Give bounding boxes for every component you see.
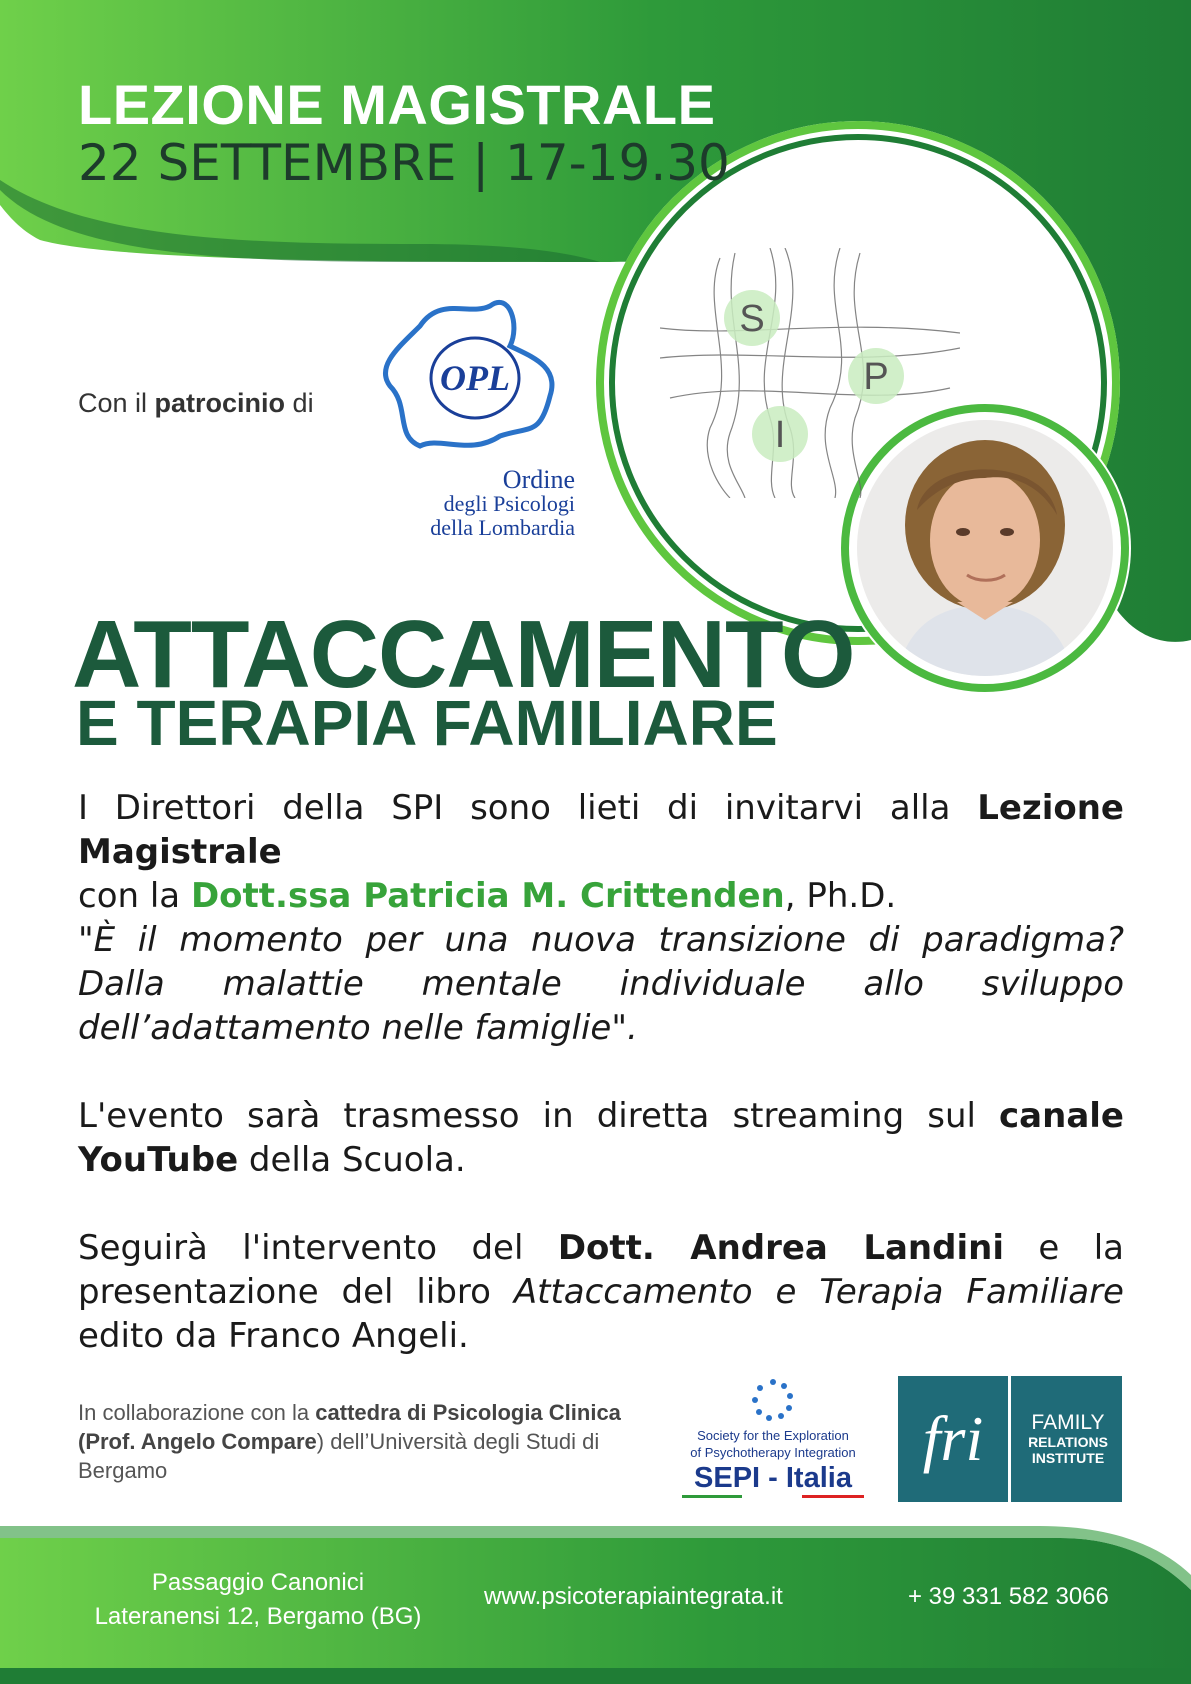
spi-letter-s: S: [739, 298, 765, 340]
intro-paragraph: I Direttori della SPI sono lieti di invitarvi alla Lezione Magistrale con la Dott.ssa Patricia M. Crittenden, Ph.D.: [78, 788, 1124, 916]
fri-logo: fri FAMILY RELATIONS INSTITUTE: [898, 1376, 1122, 1502]
collaboration-text: In collaborazione con la cattedra di Psicologia Clinica (Prof. Angelo Compare) dell’Università degli Studi di Bergamo: [78, 1400, 621, 1483]
footer-phone[interactable]: + 39 331 582 3066: [908, 1583, 1109, 1610]
opl-mark: OPL: [440, 358, 510, 398]
opl-logo-text: Ordine degli Psicologi della Lombardia: [430, 465, 575, 540]
patronage-label: Con il patrocinio di: [78, 388, 314, 418]
sepi-dots-icon: [751, 1378, 795, 1422]
quote-paragraph: "È il momento per una nuova transizione di paradigma? Dalla malattie mentale individuale allo sviluppo dell’adattamento nelle famiglie".: [78, 920, 1124, 1048]
opl-logo-icon: [380, 286, 575, 466]
footer-address: Passaggio Canonici Lateranensi 12, Bergamo (BG): [94, 1569, 422, 1630]
speaker-name: Dott.ssa Patricia M. Crittenden: [190, 876, 785, 916]
event-date: 22 SETTEMBRE | 17-19.30: [78, 134, 730, 192]
stream-paragraph: L'evento sarà trasmesso in diretta streaming sul canale YouTube della Scuola.: [78, 1096, 1124, 1180]
main-title-line2: E TERAPIA FAMILIARE: [76, 687, 778, 759]
main-title-line1: ATTACCAMENTO: [72, 601, 855, 708]
spi-letter-p: P: [863, 356, 889, 398]
footer-website-link[interactable]: www.psicoterapiaintegrata.it: [484, 1583, 783, 1610]
spi-letter-i: I: [774, 414, 786, 456]
sepi-logo: Society for the Exploration of Psychotherapy Integration SEPI - Italia: [678, 1378, 868, 1498]
fri-mark: fri: [922, 1403, 984, 1474]
followup-paragraph: Seguirà l'intervento del Dott. Andrea Landini e la presentazione del libro Attaccamento e Terapia Familiare edito da Franco Angeli.: [78, 1228, 1124, 1356]
speaker-photo: [857, 420, 1113, 676]
event-type-title: LEZIONE MAGISTRALE: [78, 73, 716, 136]
